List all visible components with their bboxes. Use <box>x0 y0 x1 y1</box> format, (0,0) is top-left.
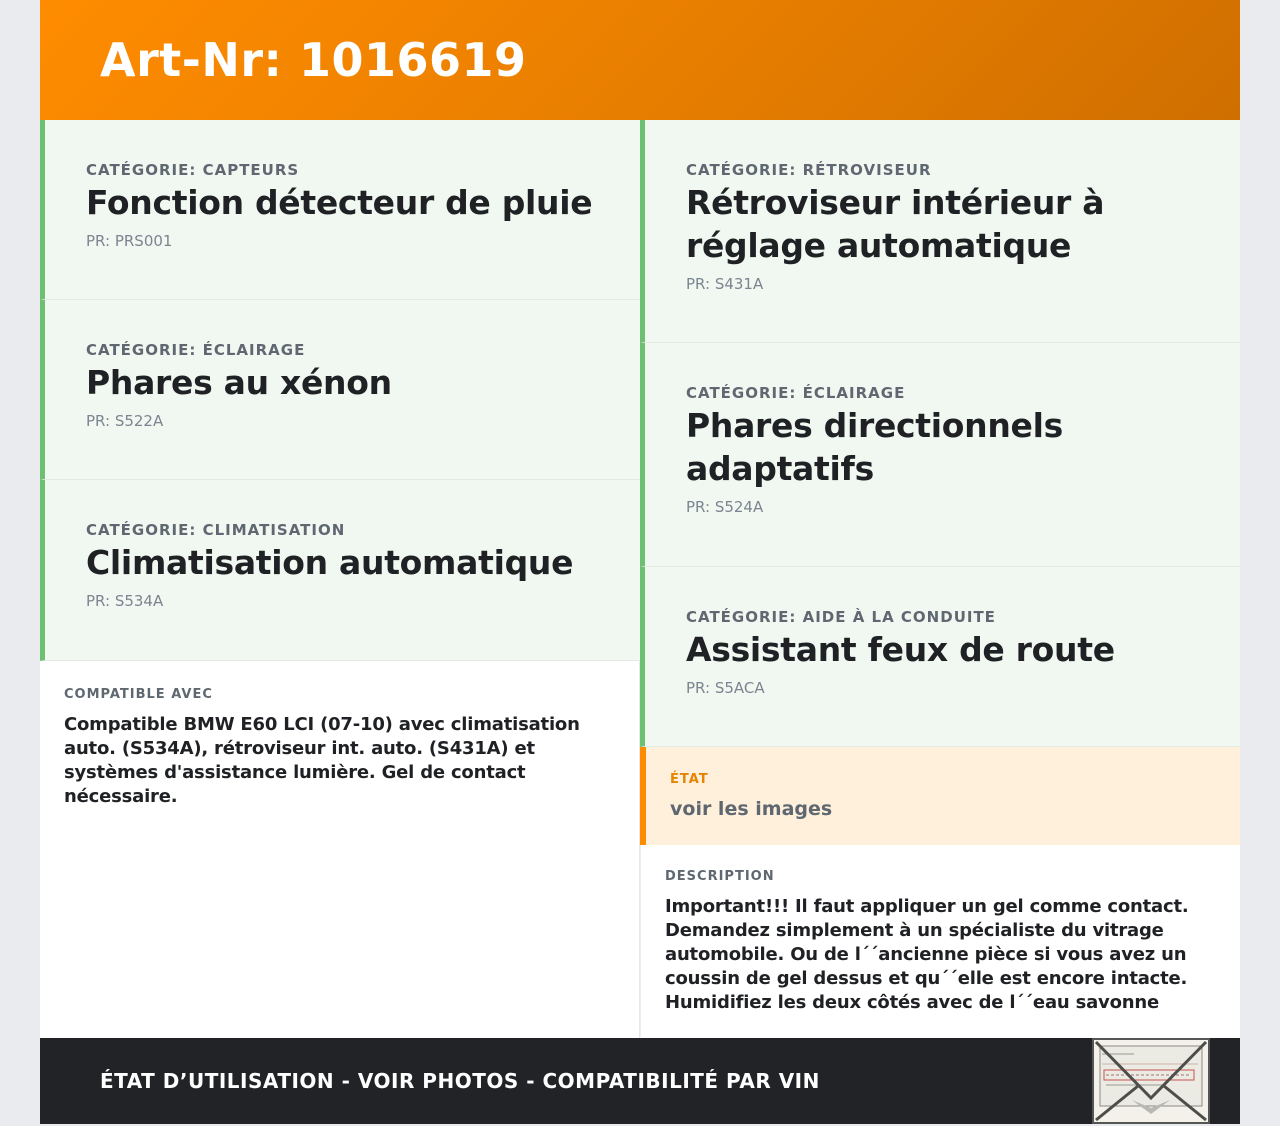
feature-title: Assistant feux de route <box>686 630 1115 669</box>
feature-category: CATÉGORIE: ÉCLAIRAGE <box>86 341 306 359</box>
feature-card-climate <box>40 480 640 661</box>
feature-pr-code: PR: S534A <box>86 592 164 610</box>
description-section <box>640 845 1240 1037</box>
feature-pr-code: PR: S524A <box>686 498 764 516</box>
etat-section <box>640 747 1240 845</box>
feature-category: CATÉGORIE: CLIMATISATION <box>86 521 346 539</box>
feature-title: Climatisation automatique <box>86 543 574 582</box>
feature-card-adaptive-lights <box>640 343 1240 567</box>
feature-card-high-beam-assist <box>640 567 1240 747</box>
feature-card-xenon <box>40 300 640 480</box>
description-text: Important!!! Il faut appliquer un gel comme contact. Demandez simplement à un spécialiste du vitrage automobile. Ou de l´´ancienne pièce si vous avez un coussin de gel dessus et qu´´elle est encore intacte. Humidifiez les deux côtés avec de l´´eau savonne <box>665 896 1189 1013</box>
feature-title: Phares au xénon <box>86 363 392 402</box>
article-number-title: Art-Nr: 1016619 <box>100 33 527 87</box>
feature-card-mirror <box>640 120 1240 343</box>
feature-card-rain-sensor <box>40 120 640 300</box>
footer-text: ÉTAT D’UTILISATION - VOIR PHOTOS - COMPATIBILITÉ PAR VIN <box>100 1069 820 1093</box>
feature-category: CATÉGORIE: CAPTEURS <box>86 161 300 179</box>
product-page <box>40 0 1240 1124</box>
etat-text: voir les images <box>670 798 833 820</box>
footer-bar <box>40 1038 1240 1124</box>
feature-pr-code: PR: S431A <box>686 275 764 293</box>
feature-pr-code: PR: S522A <box>86 412 164 430</box>
left-column <box>40 120 640 809</box>
feature-pr-code: PR: PRS001 <box>86 232 173 250</box>
feature-title: Fonction détecteur de pluie <box>86 183 593 222</box>
feature-title: Phares directionnels adaptatifs <box>686 406 1063 488</box>
description-label: DESCRIPTION <box>665 869 775 884</box>
header-bar <box>40 0 1240 120</box>
compatible-text: Compatible BMW E60 LCI (07-10) avec climatisation auto. (S534A), rétroviseur int. auto. (S431A) et systèmes d'assistance lumière. Gel de contact nécessaire. <box>64 714 580 807</box>
feature-title: Rétroviseur intérieur à réglage automatique <box>686 183 1105 265</box>
envelope-label-icon <box>1094 1040 1208 1122</box>
part-thumbnail-image[interactable] <box>1092 1038 1210 1124</box>
feature-category: CATÉGORIE: ÉCLAIRAGE <box>686 384 906 402</box>
feature-category: CATÉGORIE: RÉTROVISEUR <box>686 161 932 179</box>
feature-category: CATÉGORIE: AIDE À LA CONDUITE <box>686 608 996 626</box>
right-column <box>640 120 1240 1037</box>
compatible-section <box>40 661 640 809</box>
compatible-label: COMPATIBLE AVEC <box>64 687 213 702</box>
feature-pr-code: PR: S5ACA <box>686 679 765 697</box>
etat-label: ÉTAT <box>670 772 709 787</box>
